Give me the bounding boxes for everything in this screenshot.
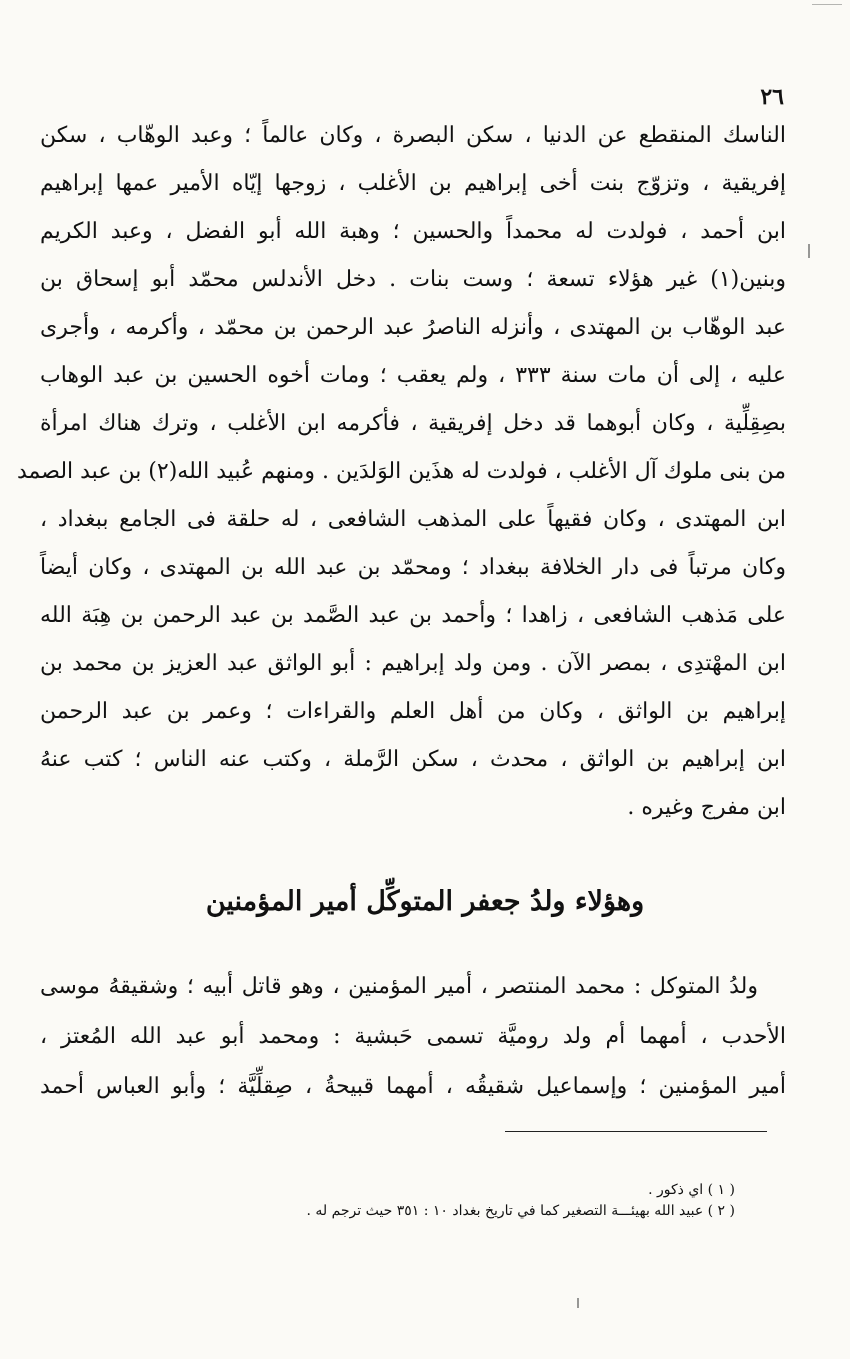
footnote-divider [505,1131,767,1132]
text-line: ولدُ المتوكل : محمد المنتصر ، أمير المؤمنين ، وهو قاتل أبيه ؛ وشقيقهُ موسى [40,974,758,999]
page-number: ٢٦ [760,84,784,110]
text-line: ابن إبراهيم بن الواثق ، محدث ، سكن الرَّملة ، وكتب عنه الناس ؛ كتب عنهُ [40,747,786,772]
text-line: ابن المهْتدِى ، بمصر الآن . ومن ولد إبراهيم : أبو الواثق عبد العزيز بن محمد بن [40,651,786,676]
text-line: من بنى ملوك آل الأغلب ، فولدت له هذَين الوَلدَين . ومنهم عُبيد الله(٢) بن عبد الصمد [16,459,786,484]
text-line: ابن المهتدى ، وكان فقيهاً على المذهب الشافعى ، له حلقة فى الجامع ببغداد ، [40,507,786,532]
scan-speck [808,244,810,258]
text-line: بصِقِلِّية ، وكان أبوهما قد دخل إفريقية ، فأكرمه ابن الأغلب ، وترك هناك امرأة [40,411,786,436]
text-line: عبد الوهّاب بن المهتدى ، وأنزله الناصرُ عبد الرحمن بن محمّد ، وأكرمه ، وأجرى [40,315,786,340]
text-line: الناسك المنقطع عن الدنيا ، سكن البصرة ، وكان عالماً ؛ وعبد الوهّاب ، سكن [40,123,786,148]
text-line: إبراهيم بن الواثق ، وكان من أهل العلم والقراءات ؛ وعمر بن عبد الرحمن [40,699,786,724]
text-line: على مَذهب الشافعى ، زاهدا ؛ وأحمد بن عبد الصَّمد بن عبد الرحمن بن هِبَة الله [40,603,786,628]
text-line: ابن أحمد ، فولدت له محمداً والحسين ؛ وهبة الله أبو الفضل ، وعبد الكريم [40,219,786,244]
text-line: وبنين(١) غير هؤلاء تسعة ؛ وست بنات . دخل الأندلس محمّد أبو إسحاق بن [40,267,786,292]
scan-speck [812,4,842,5]
footnote-item: ( ١ ) اي ذكور . [648,1182,735,1198]
text-line: ابن مفرج وغيره . [627,795,786,820]
text-line: وكان مرتباً فى دار الخلافة ببغداد ؛ ومحمّد بن عبد الله بن المهتدى ، وكان أيضاً [40,555,786,580]
footnote-item: ( ٢ ) عبيد الله بهيئـــة التصغير كما في تاريخ بغداد ١٠ : ٣٥١ حيث ترجم له . [306,1203,735,1219]
text-line: أمير المؤمنين ؛ وإسماعيل شقيقُه ، أمهما قبيحةُ ، صِقلِّيَّة ؛ وأبو العباس أحمد [40,1074,786,1099]
scan-speck [577,1298,579,1308]
text-line: عليه ، إلى أن مات سنة ٣٣٣ ، ولم يعقب ؛ ومات أخوه الحسين بن عبد الوهاب [40,363,787,388]
footnotes [90,1180,735,1222]
text-line: إفريقية ، وتزوّج بنت أخى إبراهيم بن الأغلب ، زوجها إيّاه الأمير عمها إبراهيم [40,171,786,196]
main-paragraph [16,112,787,832]
section-heading: وهؤلاء ولدُ جعفر المتوكِّل أمير المؤمنين [205,886,645,917]
text-line: الأحدب ، أمهما أم ولد روميَّة تسمى حَبشية : ومحمد أبو عبد الله المُعتز ، [40,1024,786,1049]
section-paragraph [40,962,786,1112]
